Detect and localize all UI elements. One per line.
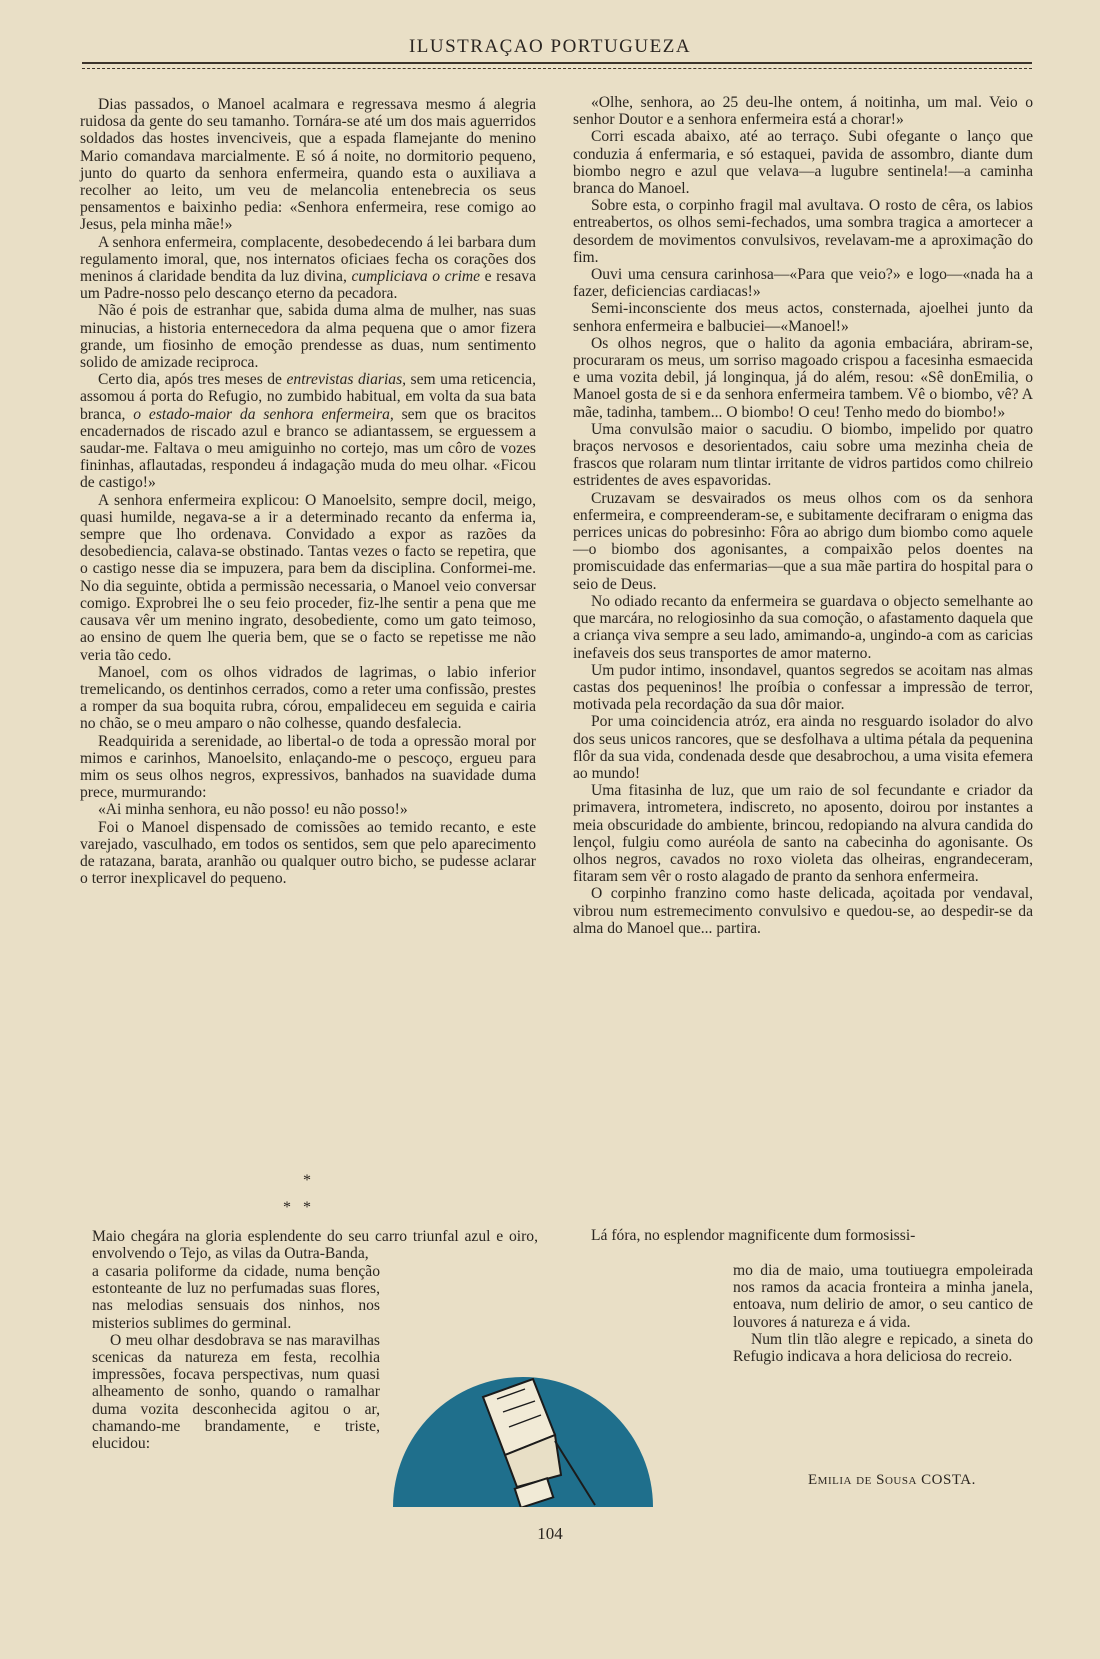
paragraph: Não é pois de estranhar que, sabida duma alma de mulher, nas suas minucias, a historia enternecedora da alma pequena que o amor fizera grande, um fiosinho de emoção prendesse as duas, num sentimento solido de amizade reciproca.: [80, 302, 536, 372]
paragraph: Corri escada abaixo, até ao terraço. Subi ofegante o lanço que conduzia á enfermaria, e só estaquei, pavida de assombro, diante dum biombo negro e azul que velava—a lugubre sentinela!—a caminha branca do Manoel.: [573, 128, 1033, 198]
bottom-right-narrow-text: mo dia de maio, uma toutiuegra empoleirada nos ramos da acacia fronteira a minha janela, entoava, num delirio de amor, o seu cantico de louvores á natureza e á vida. Num tlin tlão alegre e repicado, a sineta do Refugio indicava a hora deliciosa do recreio.: [733, 1262, 1033, 1366]
left-column: [80, 96, 536, 887]
paragraph: Cruzavam se desvairados os meus olhos com os da senhora enfermeira, e compreenderam-se, e subitamente decifraram o enigma das perrices unicas do pobresinho: Fôra ao abrigo dum biombo como aquele—o biombo dos agonisantes, a compaixão pelos doentes na promiscuidade das enfermarias—que a sua mãe partira do hospital para o seio de Deus.: [573, 489, 1033, 593]
paragraph: O corpinho franzino como haste delicada, açoitada por vendaval, vibrou num estremecimento convulsivo e quedou-se, ao despedir-se da alma do Manoel que... partira.: [573, 885, 1033, 937]
paragraph: Foi o Manoel dispensado de comissões ao temido recanto, e este varejado, vasculhado, em todos os sentidos, sem que pelo aparecimento de ratazana, barata, aranhão ou qualquer outro bicho, se pudesse aclarar o terror inexplicavel do pequeno.: [80, 818, 536, 888]
paragraph: Manoel, com os olhos vidrados de lagrimas, o labio inferior tremelicando, os dentinhos cerrados, como a reter uma confissão, prestes a romper da sua boquita rubra, córou, empalideceu em seguida e cairia no chão, se o meu amparo o não colhesse, quando desfalecia.: [80, 663, 536, 733]
paragraph: Dias passados, o Manoel acalmara e regressava mesmo á alegria ruidosa da gente do seu tamanho. Tornára-se até um dos mais aguerridos soldados das hostes invenciveis, que a espada flamejante do menino Mario comandava marcialmente. E só á noite, no dormitorio pequeno, junto do quarto da senhora enfermeira, quando esta o auxiliava a recolher ao leito, um veu de melancolia entenebrecia os seus pensamentos e baixinho pedia: «Senhora enfermeira, rese comigo ao Jesus, pela minha mãe!»: [80, 96, 536, 234]
paragraph: Por uma coincidencia atróz, era ainda no resguardo isolador do alvo dos seus unicos rancores, que se desfolhava a ultima pétala da pequenina flôr da sua vida, condenada desde que desabrochou, a uma visita efemera ao mundo!: [573, 713, 1033, 782]
paragraph: Certo dia, após tres meses de entrevistas diarias, sem uma reticencia, assomou á porta do Refugio, no zumbido habitual, em volta da sua bata branca, o estado-maior da senhora enfermeira, sem que os bracitos encadernados de riscado azul e branco se adiantassem, se erguessem a saudar-me. Faltava o meu amiguinho no cortejo, mas um côro de vozes fininhas, aflautadas, respondeu á indagação muda do meu olhar. «Ficou de castigo!»: [80, 371, 536, 492]
paragraph: Ouvi uma censura carinhosa—«Para que veio?» e logo—«nada ha a fazer, deficiencias cardiacas!»: [573, 266, 1033, 301]
paragraph: A senhora enfermeira explicou: O Manoelsito, sempre docil, meigo, quasi humilde, negava-se a ir a determinado recanto da enferma ia, sempre que lho ordenava. Convidado a expor as razões da desobediencia, calava-se obstinado. Tantas vezes o facto se repetira, que o castigo nesse dia se impuzera, para bem da disciplina. Conformei-me. No dia seguinte, obtida a permissão necessaria, o Manoel veio conversar comigo. Exprobrei lhe o seu feio proceder, fiz-lhe sentir a pena que me causava vêr um menino ingrato, desobediente, como um gato teimoso, ao ensino de quem lhe queria bem, que se o facto se repetisse me não veria tão cedo.: [80, 491, 536, 664]
paragraph: No odiado recanto da enfermeira se guardava o objecto semelhante ao que marcára, no relogiosinho da sua comoção, o afastamento daquela que a criança viva sempre a seu lado, amimando-a, ungindo-a com as caricias inefaveis dos seus transportes de amor materno.: [573, 592, 1033, 662]
paragraph: Os olhos negros, que o halito da agonia embaciára, abriram-se, procuraram os meus, um sorriso magoado crispou a facesinha esmaecida e uma vozita debil, já longinqua, já do além, resou: «Sê donEmilia, o Manoel gosta de si e da senhora enfermeira tambem. Vê o biombo, vê? A mãe, tadinha, tambem... O biombo! O ceu! Tenho medo do biombo!»: [573, 334, 1033, 421]
bottom-right-full-text: Lá fóra, no esplendor magnificente dum formosissi-: [591, 1227, 916, 1244]
bottom-left-narrow-text: a casaria poliforme da cidade, numa benção estonteante de luz no perfumadas suas flores, nas melodias sensuais dos ninhos, nos misterios sublimes do germinal. O meu olhar desdobrava se nas maravilhas scenicas da natureza em festa, recolhia impressões, focava perspectivas, num quasi alheamento de sonho, quando o ramalhar duma vozita desconhecida agitou o ar, chamando-me brandamente, e triste, elucidou:: [92, 1263, 380, 1453]
author-signature: Emilia de Sousa COSTA.: [808, 1472, 976, 1488]
header-rule: [82, 62, 1032, 69]
paragraph: Sobre esta, o corpinho fragil mal avultava. O rosto de cêra, os labios entreabertos, os olhos semi-fechados, uma sombra tragica a amortecer a desordem de movimentos convulsivos, revelavam-me a aproximação do fim.: [573, 197, 1033, 266]
separator-star-top: *: [303, 1172, 311, 1189]
page-number: 104: [537, 1524, 563, 1543]
paragraph: Semi-inconsciente dos meus actos, consternada, ajoelhei junto da senhora enfermeira e balbuciei—«Manoel!»: [573, 300, 1033, 335]
paragraph: «Ai minha senhora, eu não posso! eu não posso!»: [98, 801, 408, 819]
right-column: [573, 94, 1033, 937]
paragraph: Readquirida a serenidade, ao libertal-o de toda a opressão moral por mimos e carinhos, Manoelsito, enlaçando-me o pescoço, ergueu para mim os seus olhos negros, expressivos, banhados na suavidade duma prece, murmurando:: [80, 732, 536, 802]
magazine-title: ILUSTRAÇAO PORTUGUEZA: [408, 36, 692, 57]
paragraph: Uma fitasinha de luz, que um raio de sol fecundante e criador da primavera, intrometera, indiscreto, no aposento, doirou por instantes a meia obscuridade do ambiente, brincou, redopiando na alvura candida do lençol, fulgiu como auréola de santo na cabecinha do agonisante. Os olhos negros, cavados no roxo violeta das olheiras, engrandeceram, fitaram sem vêr o rosto alagado de pranto da senhora enfermeira.: [573, 782, 1033, 886]
paragraph: Uma convulsão maior o sacudiu. O biombo, impelido por quatro braços nervosos e desorientados, caiu sobre uma mezinha cheia de frascos que rolaram num tlintar irritante de vidros partidos como chilreio estridentes de aves espavoridas.: [573, 420, 1033, 490]
separator-stars-bottom: * *: [283, 1199, 311, 1216]
bell-illustration: [385, 1337, 661, 1507]
paragraph: «Olhe, senhora, ao 25 deu-lhe ontem, á noitinha, um mal. Veio o senhor Doutor e a senhora enfermeira está a chorar!»: [573, 94, 1033, 129]
paragraph: Um pudor intimo, insondavel, quantos segredos se acoitam nas almas castas dos pequeninos! lhe proíbia o confessar a impressão de terror, motivada pela recordação da sua dôr maior.: [573, 661, 1033, 714]
bottom-left-full-text: Maio chegára na gloria esplendente do seu carro triunfal azul e oiro, envolvendo o Tejo, as vilas da Outra-Banda,: [92, 1228, 538, 1263]
paragraph: A senhora enfermeira, complacente, desobedecendo á lei barbara dum regulamento imoral, que, nos internatos oficiaes fecha os corações dos meninos á claridade bendita da luz divina, cumpliciava o crime e resava um Padre-nosso pelo descanço eterno da pecadora.: [80, 233, 536, 303]
